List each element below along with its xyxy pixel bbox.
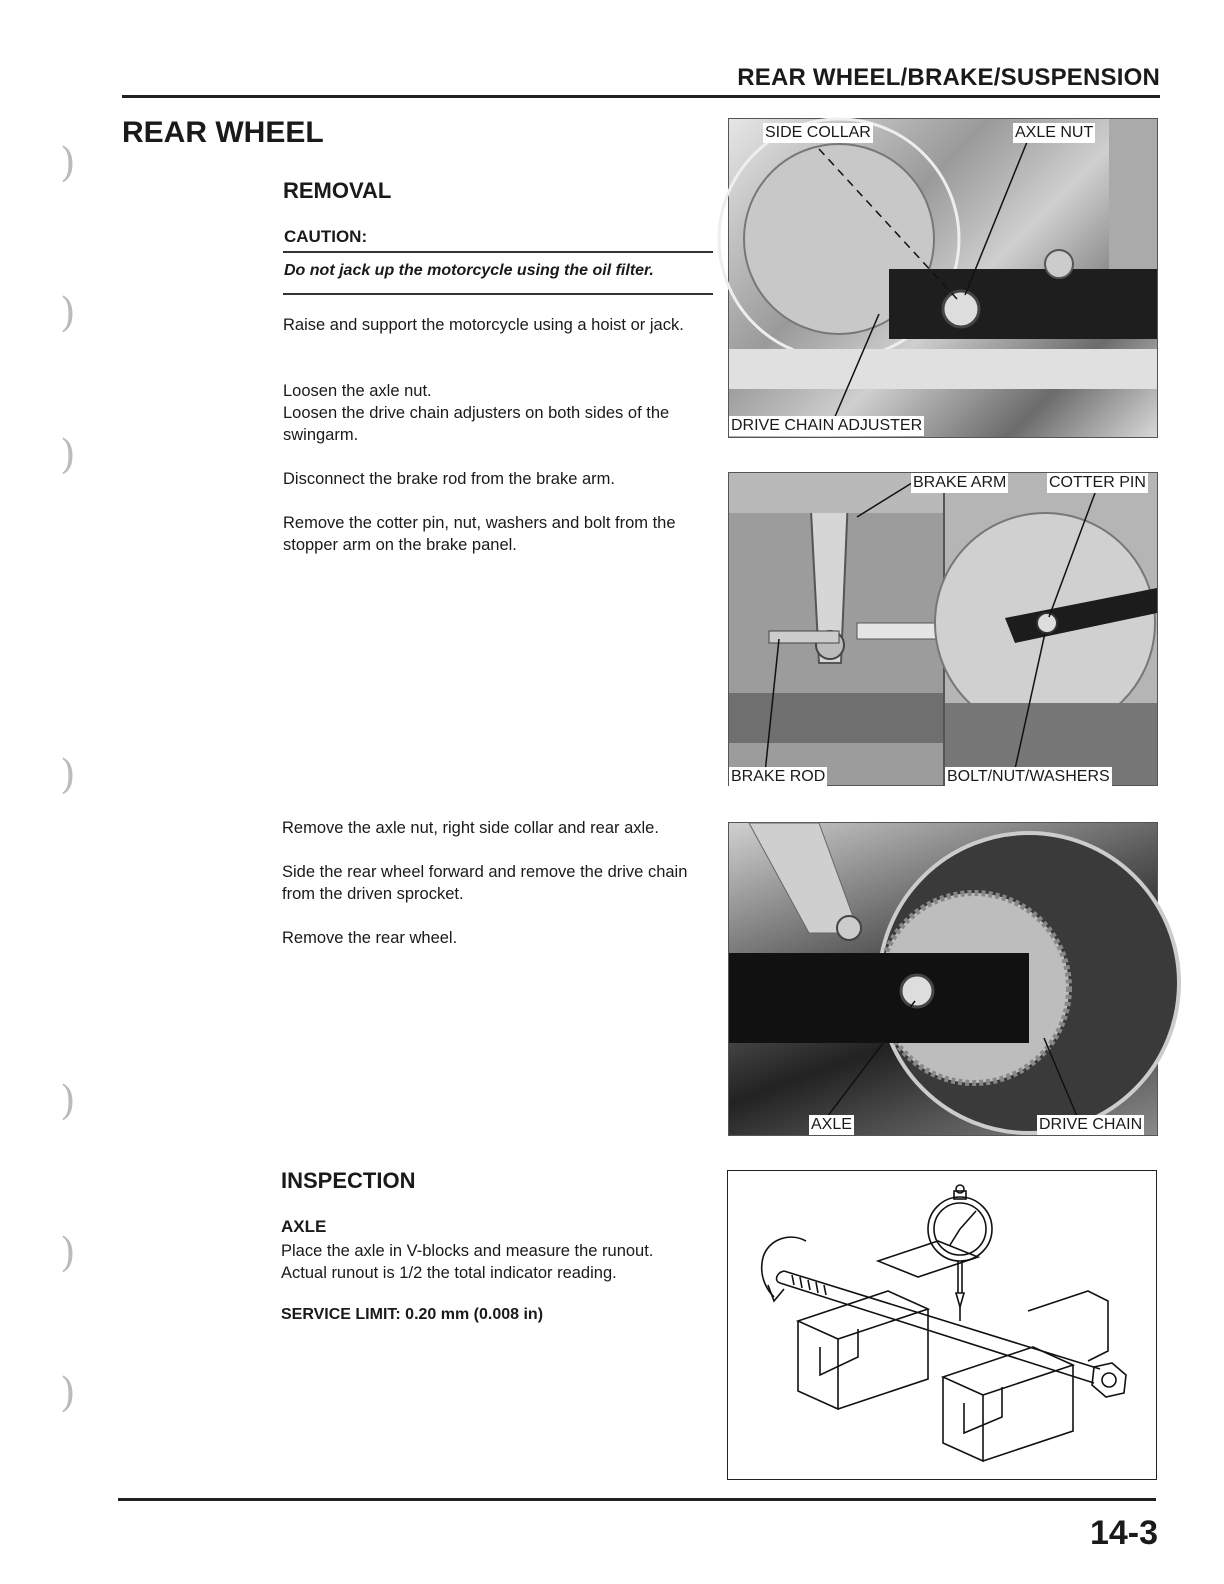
label-axle: AXLE	[811, 1116, 852, 1133]
label-drive-chain: DRIVE CHAIN	[1039, 1116, 1143, 1133]
label-cotter-pin: COTTER PIN	[1049, 474, 1146, 491]
caution-text: Do not jack up the motorcycle using the oil filter.	[284, 262, 654, 279]
axle-inspection-line1: Place the axle in V-blocks and measure the runout.	[281, 1242, 654, 1260]
service-limit	[281, 1306, 543, 1324]
service-limit-value: 0.20 mm (0.008 in)	[405, 1306, 544, 1323]
step-disconnect-brake-rod: Disconnect the brake rod from the brake arm.	[283, 470, 615, 488]
page-title: REAR WHEEL	[122, 116, 324, 149]
step-remove-cotter-pin: Remove the cotter pin, nut, washers and bolt from the stopper arm on the brake panel.	[283, 514, 676, 554]
axle-runout-diagram	[727, 1170, 1157, 1480]
binder-mark: )	[60, 290, 76, 336]
label-brake-arm: BRAKE ARM	[913, 474, 1007, 491]
binder-mark: )	[60, 140, 76, 186]
section-header: REAR WHEEL/BRAKE/SUSPENSION	[737, 64, 1160, 91]
header-rule	[122, 95, 1160, 98]
label-axle-nut: AXLE NUT	[1015, 124, 1094, 141]
axle-subheading: AXLE	[281, 1217, 327, 1236]
binder-mark: )	[60, 432, 76, 478]
step-remove-axle: Remove the axle nut, right side collar and rear axle.	[282, 819, 659, 837]
axle-inspection-line2: Actual runout is 1/2 the total indicator reading.	[281, 1264, 617, 1282]
label-bolt-nut-washers: BOLT/NUT/WASHERS	[947, 768, 1110, 785]
photo-side-collar-axle-nut	[728, 118, 1158, 438]
inspection-heading: INSPECTION	[281, 1168, 416, 1193]
page-number: 14-3	[1089, 1514, 1158, 1552]
caution-rule-top	[283, 251, 713, 253]
footer-rule	[118, 1498, 1156, 1501]
step-raise: Raise and support the motorcycle using a hoist or jack.	[283, 316, 684, 334]
binder-mark: )	[60, 1230, 76, 1276]
label-drive-chain-adjuster: DRIVE CHAIN ADJUSTER	[731, 417, 923, 434]
photo-stopper-arm	[913, 472, 1158, 786]
caution-rule-bottom	[283, 293, 713, 295]
removal-heading: REMOVAL	[283, 178, 392, 203]
binder-mark: )	[60, 1078, 76, 1124]
label-side-collar: SIDE COLLAR	[765, 124, 871, 141]
step-loosen-axle-nut: Loosen the axle nut.	[283, 382, 432, 400]
caution-label: CAUTION:	[284, 227, 368, 246]
label-brake-rod: BRAKE ROD	[731, 768, 826, 785]
step-slide-wheel: Side the rear wheel forward and remove the drive chain from the driven sprocket.	[282, 863, 688, 903]
photo-axle-drive-chain	[728, 822, 1158, 1136]
service-limit-label: SERVICE LIMIT:	[281, 1306, 401, 1323]
step-loosen-adjusters: Loosen the drive chain adjusters on both sides of the swingarm.	[283, 404, 670, 444]
binder-mark: )	[60, 1370, 76, 1416]
step-remove-wheel: Remove the rear wheel.	[282, 929, 458, 947]
binder-mark: )	[60, 752, 76, 798]
photo-brake-rod	[728, 472, 944, 786]
